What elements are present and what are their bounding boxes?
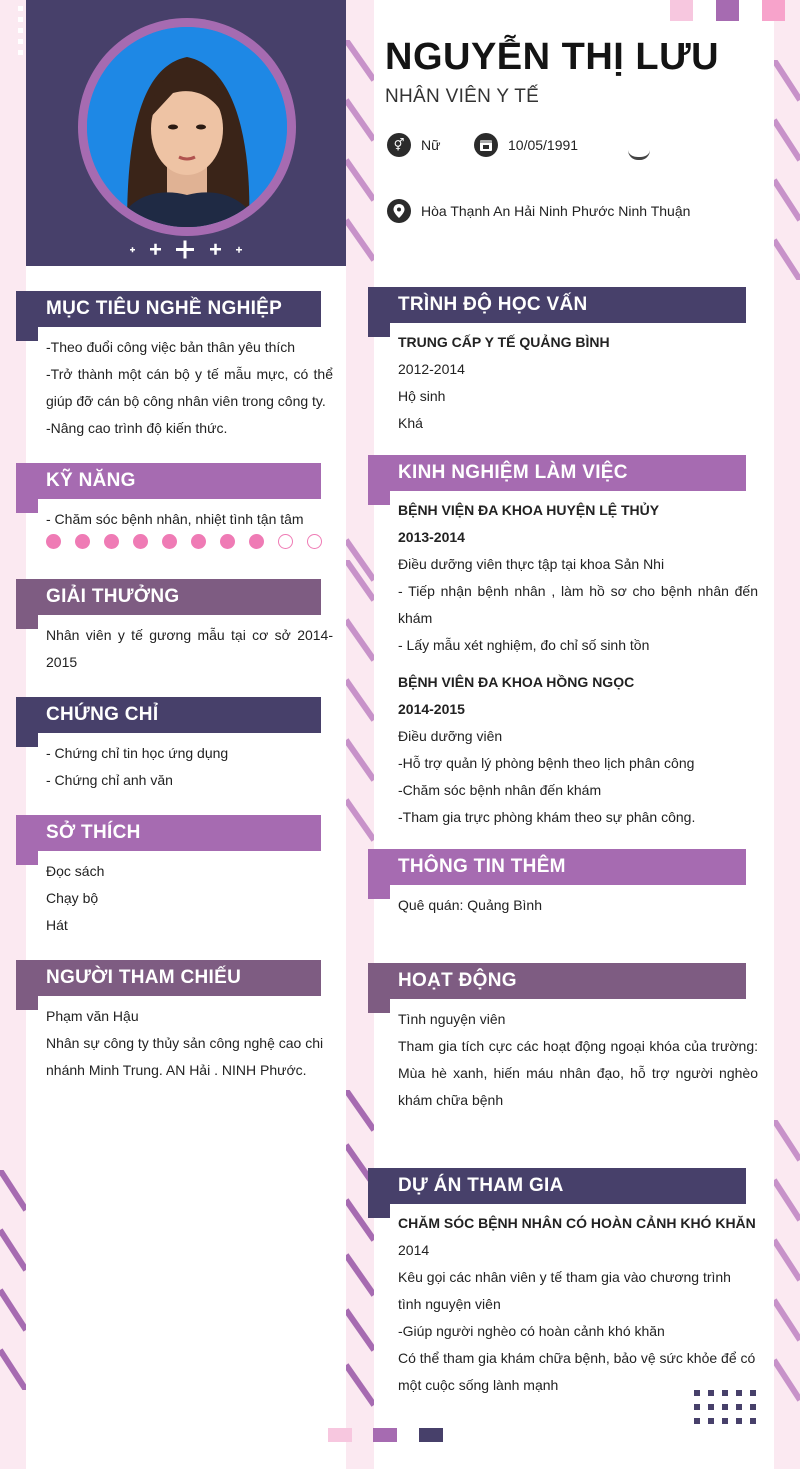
photo-frame bbox=[78, 18, 296, 236]
job-years: 2014-2015 bbox=[398, 701, 465, 717]
certificates-title: CHỨNG CHỈ bbox=[16, 697, 321, 733]
reference-name: Phạm văn Hậu bbox=[46, 1008, 139, 1024]
project-line: Kêu gọi các nhân viên y tế tham gia vào chương trình tình nguyện viên bbox=[398, 1269, 731, 1312]
skill-item: - Chăm sóc bệnh nhân, nhiệt tình tận tâm bbox=[46, 511, 304, 527]
objective-line: -Theo đuổi công việc bản thân yêu thích bbox=[46, 339, 296, 355]
awards-content: Nhân viên y tế gương mẫu tại cơ sở 2014-2015 bbox=[46, 627, 333, 670]
gender-row bbox=[387, 133, 440, 157]
project-line: -Giúp người nghèo có hoàn cảnh khó khăn bbox=[398, 1323, 665, 1339]
objective-line: -Nâng cao trình độ kiến thức. bbox=[46, 420, 228, 436]
job-years: 2013-2014 bbox=[398, 529, 465, 545]
experience-title: KINH NGHIỆM LÀM VIỆC bbox=[368, 455, 746, 491]
more-info-title: THÔNG TIN THÊM bbox=[368, 849, 746, 885]
rating-dot-empty bbox=[278, 534, 293, 549]
project-line: Có thể tham gia khám chữa bệnh, bảo vệ sức khỏe để có một cuộc sống lành mạnh bbox=[398, 1350, 756, 1393]
education-title: TRÌNH ĐỘ HỌC VẤN bbox=[368, 287, 746, 323]
diagonal-stripes-right-top bbox=[774, 60, 800, 280]
job-title: NHÂN VIÊN Y TẾ bbox=[385, 86, 540, 107]
diagonal-stripes-left-bottom bbox=[0, 1170, 26, 1390]
hobby-line: Đọc sách bbox=[46, 863, 105, 879]
birthdate-row bbox=[474, 133, 578, 157]
gender-icon: ⚥ bbox=[387, 133, 411, 157]
rating-dot-filled bbox=[249, 534, 264, 549]
objective-line: -Trở thành một cán bộ y tế mẫu mực, có thể giúp đỡ cán bộ công nhân viên trong công ty. bbox=[46, 366, 333, 409]
decor-square-light-pink bbox=[762, 0, 785, 21]
reference-detail: Nhân sự công ty thủy sản công nghệ cao chi nhánh Minh Trung. AN Hải . NINH Phước. bbox=[46, 1035, 324, 1078]
diagonal-stripes-right-bottom bbox=[774, 1120, 800, 1440]
decor-square-pink bbox=[670, 0, 693, 21]
candidate-name: NGUYỄN THỊ LƯU bbox=[385, 36, 720, 78]
hobby-line: Hát bbox=[46, 917, 68, 933]
rating-dot-filled bbox=[75, 534, 90, 549]
project-year: 2014 bbox=[398, 1242, 430, 1258]
activity-line: Tham gia tích cực các hoạt động ngoại khóa của trường: Mùa hè xanh, hiến máu nhân đạo, hỗ trợ người nghèo khám chữa bệnh bbox=[398, 1038, 758, 1108]
job-line: - Tiếp nhận bệnh nhân , làm hồ sơ cho bệnh nhân đến khám bbox=[398, 583, 758, 626]
project-name: CHĂM SÓC BỆNH NHÂN CÓ HOÀN CẢNH KHÓ KHĂN bbox=[398, 1215, 756, 1231]
gender-value: Nữ bbox=[421, 137, 441, 153]
diagonal-stripes-mid-middle bbox=[346, 560, 374, 890]
address-value: Hòa Thạnh An Hải Ninh Phước Ninh Thuận bbox=[421, 203, 691, 219]
projects-title: DỰ ÁN THAM GIA bbox=[368, 1168, 746, 1204]
job-line: -Tham gia trực phòng khám theo sự phân công. bbox=[398, 809, 696, 825]
more-info-content: Quê quán: Quảng Bình bbox=[398, 897, 542, 913]
activities-content bbox=[398, 1006, 758, 1114]
location-pin-icon bbox=[387, 199, 411, 223]
hobby-line: Chạy bộ bbox=[46, 890, 99, 906]
certificate-line: - Chứng chỉ tin học ứng dụng bbox=[46, 745, 229, 761]
education-major: Hộ sinh bbox=[398, 388, 446, 404]
education-grade: Khá bbox=[398, 415, 423, 431]
activities-title: HOẠT ĐỘNG bbox=[368, 963, 746, 999]
job-company: BỆNH VIÊN ĐA KHOA HỒNG NGỌC bbox=[398, 674, 635, 690]
education-years: 2012-2014 bbox=[398, 361, 465, 377]
job-role: Điều dưỡng viên bbox=[398, 728, 503, 744]
plus-sign-decoration bbox=[126, 240, 246, 260]
birthdate-value: 10/05/1991 bbox=[508, 137, 579, 153]
education-school: TRUNG CẤP Y TẾ QUẢNG BÌNH bbox=[398, 334, 610, 350]
experience-job-2 bbox=[398, 669, 758, 831]
awards-title: GIẢI THƯỞNG bbox=[16, 579, 321, 615]
job-company: BỆNH VIỆN ĐA KHOA HUYỆN LỆ THỦY bbox=[398, 502, 660, 518]
diagonal-stripes-mid-bottom bbox=[346, 1090, 374, 1420]
skills-title: KỸ NĂNG bbox=[16, 463, 321, 499]
rating-dot-filled bbox=[220, 534, 235, 549]
hobbies-title: SỞ THÍCH bbox=[16, 815, 321, 851]
experience-job-1 bbox=[398, 497, 758, 659]
decor-square-purple bbox=[716, 0, 739, 21]
objective-content bbox=[46, 334, 333, 442]
job-line: -Hỗ trợ quản lý phòng bệnh theo lịch phân công bbox=[398, 755, 695, 771]
objective-title: MỤC TIÊU NGHỀ NGHIỆP bbox=[16, 291, 321, 327]
job-line: - Lấy mẫu xét nghiệm, đo chỉ số sinh tồn bbox=[398, 637, 650, 653]
calendar-icon bbox=[474, 133, 498, 157]
rating-dot-filled bbox=[104, 534, 119, 549]
profile-photo bbox=[87, 27, 287, 227]
rating-dot-empty bbox=[307, 534, 322, 549]
hobbies-content bbox=[46, 858, 333, 939]
job-line: -Chăm sóc bệnh nhân đến khám bbox=[398, 782, 602, 798]
education-content bbox=[398, 329, 758, 437]
projects-content bbox=[398, 1210, 758, 1399]
activity-line: Tình nguyện viên bbox=[398, 1011, 506, 1027]
rating-dot-filled bbox=[162, 534, 177, 549]
skill-rating bbox=[46, 534, 322, 549]
reference-content bbox=[46, 1003, 333, 1084]
reference-title: NGƯỜI THAM CHIẾU bbox=[16, 960, 321, 996]
certificate-line: - Chứng chỉ anh văn bbox=[46, 772, 173, 788]
address-row bbox=[387, 199, 690, 223]
rating-dot-filled bbox=[133, 534, 148, 549]
rating-dot-filled bbox=[46, 534, 61, 549]
certificates-content bbox=[46, 740, 333, 794]
rating-dot-filled bbox=[191, 534, 206, 549]
partial-icon bbox=[628, 150, 650, 160]
job-role: Điều dưỡng viên thực tập tại khoa Sản Nhi bbox=[398, 556, 665, 572]
photo-block bbox=[26, 0, 346, 266]
